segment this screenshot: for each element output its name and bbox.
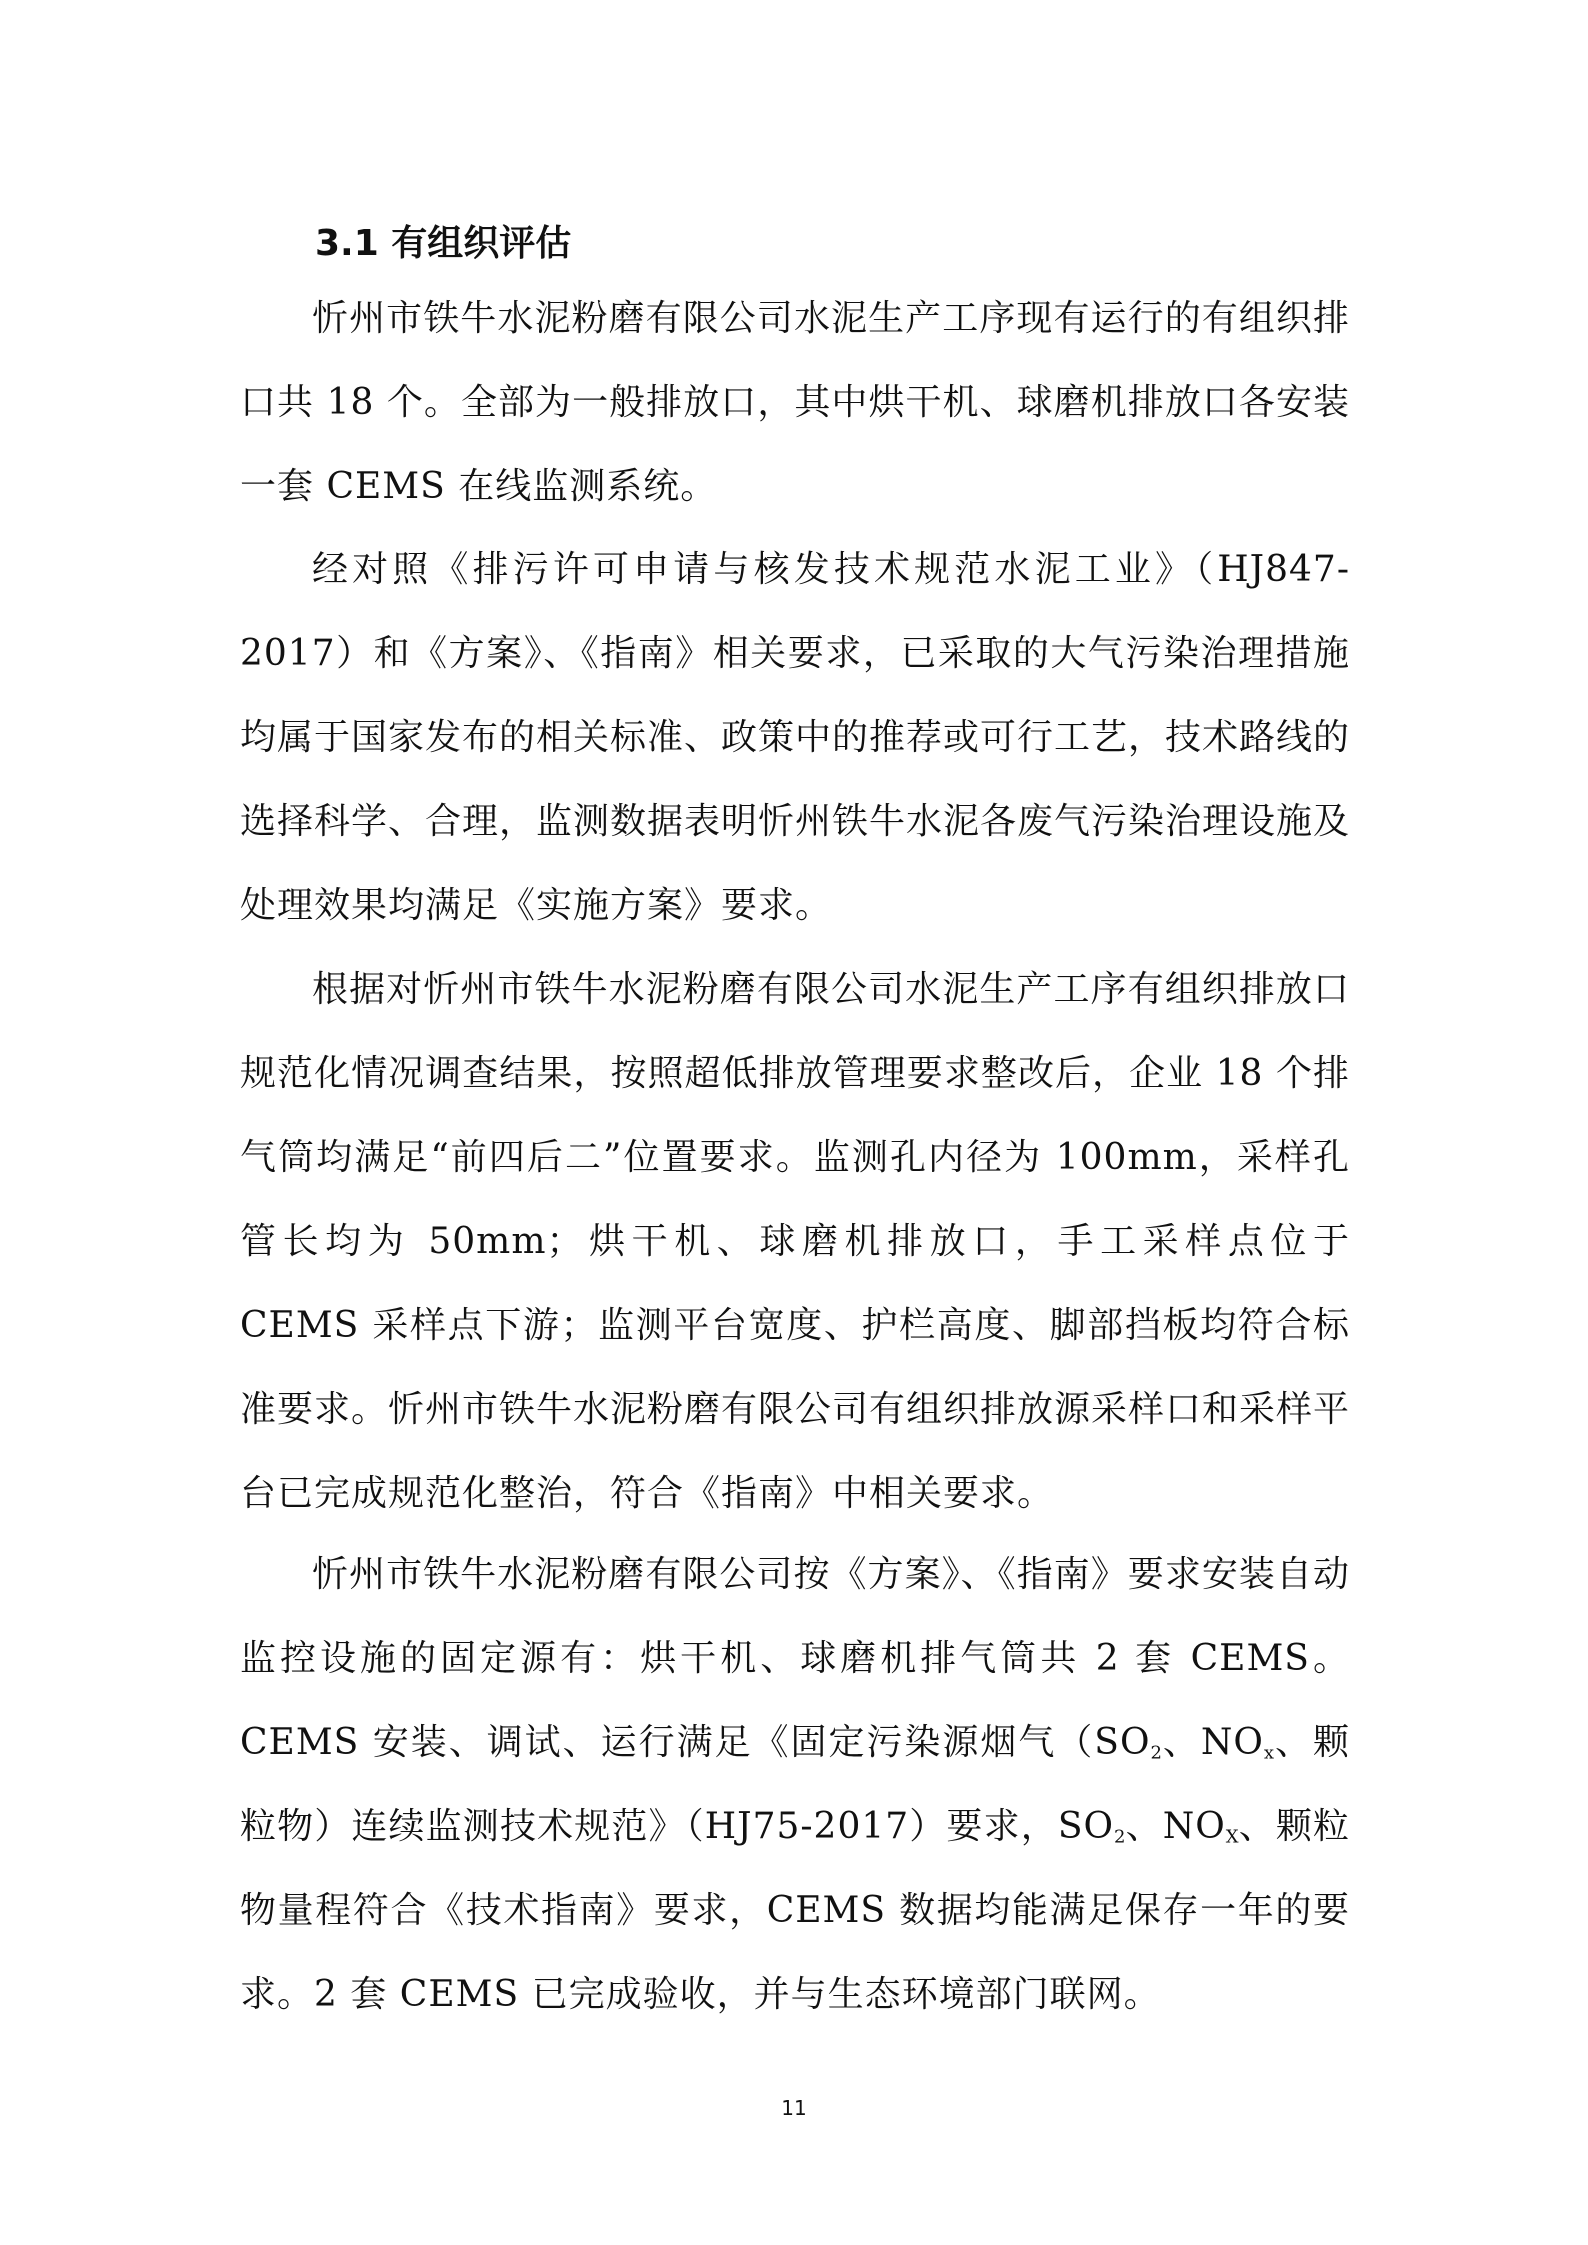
- paragraph-cems-monitoring: [240, 1533, 1350, 2037]
- section-heading: 3.1 有组织评估: [315, 223, 572, 264]
- paragraph-outlet-standardization: 根据对忻州市铁牛水泥粉磨有限公司水泥生产工序有组织排放口规范化情况调查结果，按照超低排放管理要求整改后，企业 18 个排气筒均满足“前四后二”位置要求。监测孔内径为 100mm，采样孔管长均为 50mm；烘干机、球磨机排放口，手工采样点位于 CEMS 采样点下游；监测平台宽度、护栏高度、脚部挡板均符合标准要求。忻州市铁牛水泥粉磨有限公司有组织排放源采样口和采样平台已完成规范化整治，符合《指南》中相关要求。: [240, 969, 1351, 1514]
- paragraph-text-segment: 、颗粒物量程符合《技术指南》要求，CEMS 数据均能满足保存一年的要求。2 套 CEMS 已完成验收，并与生态环境部门联网。: [240, 1806, 1350, 2015]
- paragraph-text-segment: 忻州市铁牛水泥粉磨有限公司按《方案》、《指南》要求安装自动监控设施的固定源有：烘干机、球磨机排气筒共 2 套 CEMS。CEMS 安装、调试、运行满足《固定污染源烟气（SO: [240, 1554, 1350, 1763]
- paragraph-text-segment: 、颗粒物）连续监测技术规范》（HJ75-2017）要求，SO: [240, 1722, 1350, 1847]
- subscript-nox: x: [1263, 1742, 1275, 1764]
- paragraph-text-segment: 、NO: [1161, 1722, 1264, 1763]
- page-number: 11: [781, 2096, 807, 2120]
- subscript-nox: X: [1225, 1826, 1239, 1848]
- paragraph-compliance-assessment: 经对照《排污许可申请与核发技术规范水泥工业》（HJ847-2017）和《方案》、《指南》相关要求，已采取的大气污染治理措施均属于国家发布的相关标准、政策中的推荐或可行工艺，技术路线的选择科学、合理，监测数据表明忻州铁牛水泥各废气污染治理设施及处理效果均满足《实施方案》要求。: [240, 549, 1351, 926]
- paragraph-text-segment: 、NO: [1125, 1806, 1226, 1847]
- paragraph-outlets-overview: 忻州市铁牛水泥粉磨有限公司水泥生产工序现有运行的有组织排口共 18 个。全部为一般排放口，其中烘干机、球磨机排放口各安装一套 CEMS 在线监测系统。: [240, 298, 1350, 507]
- subscript-so2: 2: [1114, 1826, 1126, 1848]
- subscript-so2: 2: [1150, 1742, 1162, 1764]
